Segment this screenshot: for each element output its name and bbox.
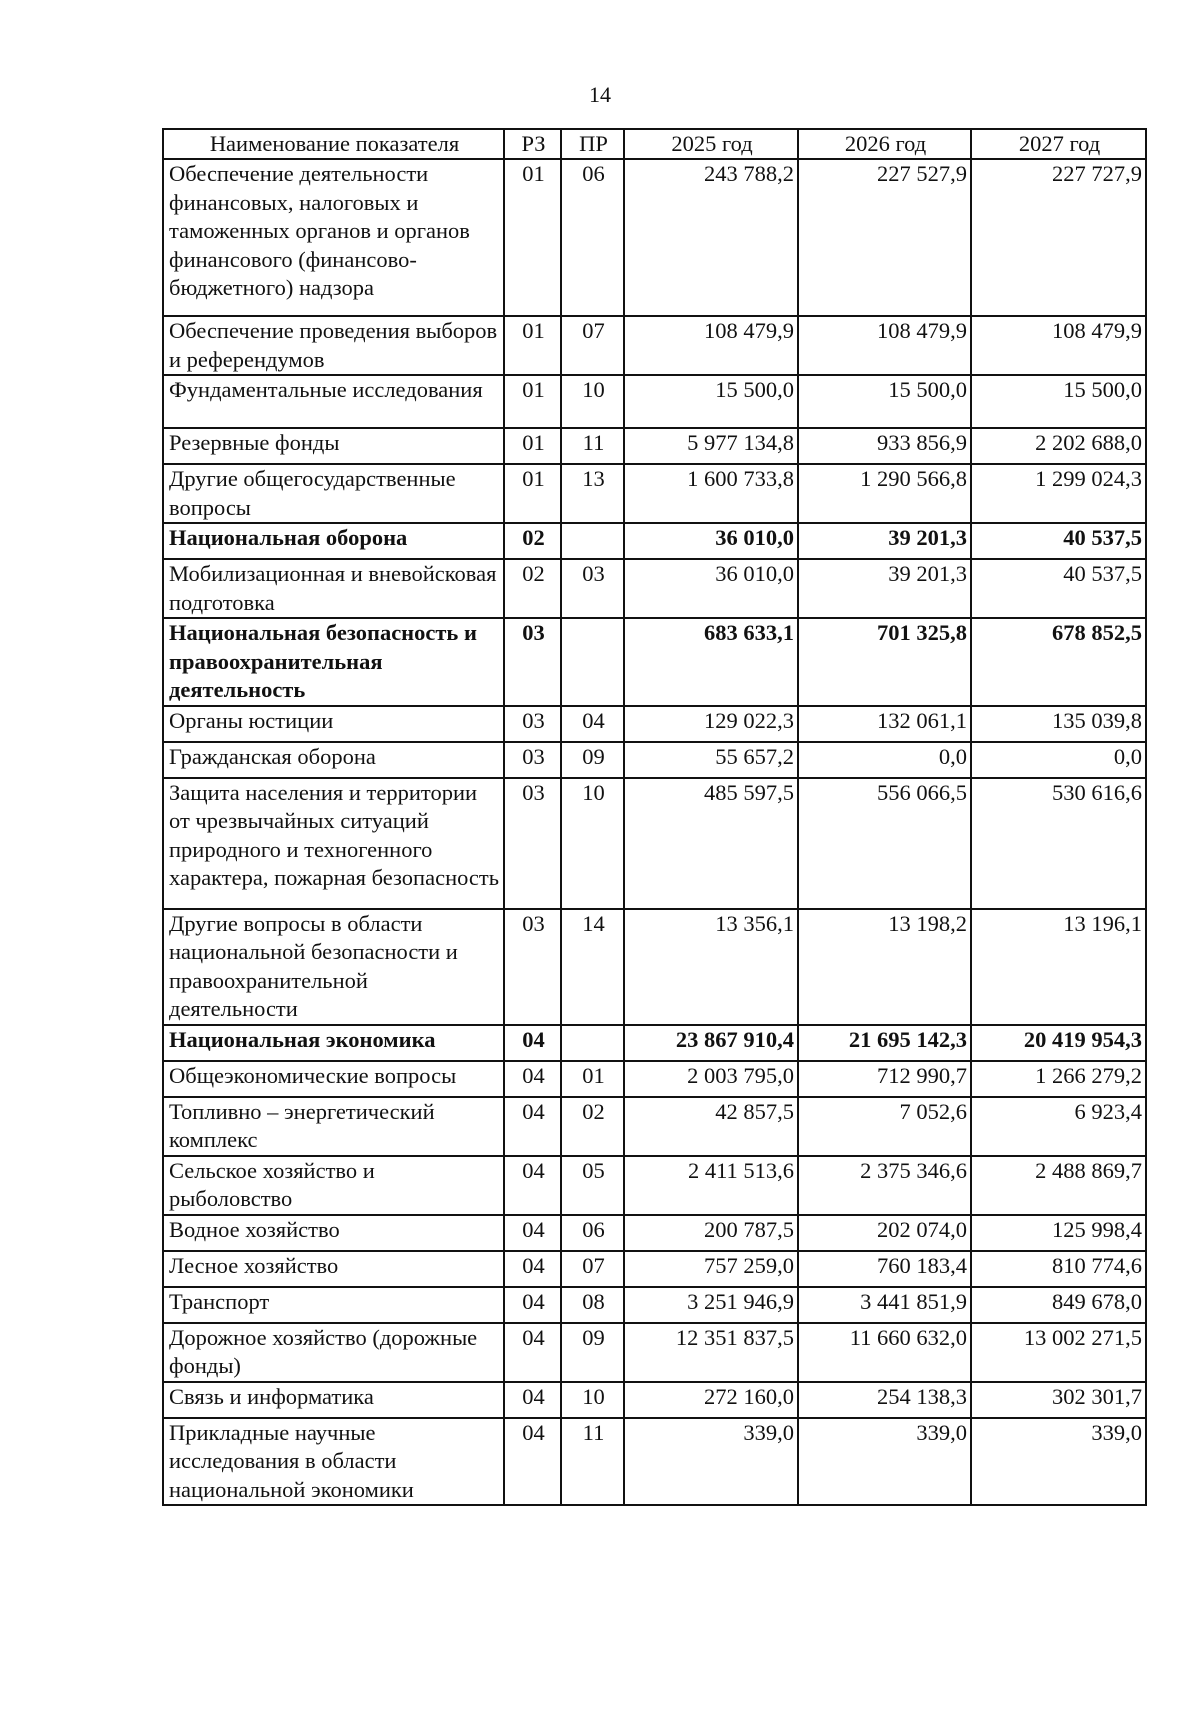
row-value-2026: 339,0 — [798, 1418, 971, 1506]
row-rz-code: 04 — [504, 1097, 561, 1156]
row-indicator-name: Обеспечение деятельности финансовых, налоговых и таможенных органов и органов финансового (финансово-бюджетного) надзора — [163, 159, 504, 316]
row-pr-code: 02 — [561, 1097, 624, 1156]
row-value-2025: 683 633,1 — [624, 618, 798, 706]
row-rz-code: 01 — [504, 428, 561, 464]
row-value-2026: 1 290 566,8 — [798, 464, 971, 523]
row-pr-code: 09 — [561, 742, 624, 778]
row-value-2025: 5 977 134,8 — [624, 428, 798, 464]
row-value-2025: 339,0 — [624, 1418, 798, 1506]
table-row — [163, 464, 1146, 523]
row-value-2026: 11 660 632,0 — [798, 1323, 971, 1382]
table-header-row — [163, 129, 1146, 159]
row-value-2027: 339,0 — [971, 1418, 1146, 1506]
row-rz-code: 03 — [504, 909, 561, 1025]
row-rz-code: 04 — [504, 1156, 561, 1215]
row-value-2025: 42 857,5 — [624, 1097, 798, 1156]
row-value-2026: 254 138,3 — [798, 1382, 971, 1418]
row-value-2027: 849 678,0 — [971, 1287, 1146, 1323]
row-value-2026: 2 375 346,6 — [798, 1156, 971, 1215]
row-indicator-name: Топливно – энергетический комплекс — [163, 1097, 504, 1156]
row-pr-code: 06 — [561, 159, 624, 316]
table-row — [163, 909, 1146, 1025]
row-pr-code: 05 — [561, 1156, 624, 1215]
row-pr-code: 10 — [561, 1382, 624, 1418]
row-value-2027: 13 196,1 — [971, 909, 1146, 1025]
row-value-2025: 272 160,0 — [624, 1382, 798, 1418]
table-row — [163, 1215, 1146, 1251]
row-value-2026: 202 074,0 — [798, 1215, 971, 1251]
table-row — [163, 1097, 1146, 1156]
table-row — [163, 316, 1146, 375]
row-pr-code — [561, 523, 624, 559]
header-2025: 2025 год — [624, 129, 798, 159]
table-row — [163, 428, 1146, 464]
row-indicator-name: Другие вопросы в области национальной безопасности и правоохранительной деятельности — [163, 909, 504, 1025]
row-indicator-name: Национальная оборона — [163, 523, 504, 559]
row-value-2026: 13 198,2 — [798, 909, 971, 1025]
row-value-2026: 39 201,3 — [798, 559, 971, 618]
row-value-2025: 2 411 513,6 — [624, 1156, 798, 1215]
page-number: 14 — [589, 82, 611, 107]
row-value-2025: 129 022,3 — [624, 706, 798, 742]
row-indicator-name: Резервные фонды — [163, 428, 504, 464]
row-value-2027: 810 774,6 — [971, 1251, 1146, 1287]
row-rz-code: 04 — [504, 1061, 561, 1097]
row-value-2025: 13 356,1 — [624, 909, 798, 1025]
row-value-2025: 36 010,0 — [624, 559, 798, 618]
row-rz-code: 03 — [504, 706, 561, 742]
row-pr-code: 03 — [561, 559, 624, 618]
section-row — [163, 1025, 1146, 1061]
row-value-2027: 20 419 954,3 — [971, 1025, 1146, 1061]
row-pr-code: 10 — [561, 778, 624, 909]
row-indicator-name: Гражданская оборона — [163, 742, 504, 778]
row-value-2025: 23 867 910,4 — [624, 1025, 798, 1061]
row-value-2026: 933 856,9 — [798, 428, 971, 464]
row-pr-code — [561, 618, 624, 706]
row-indicator-name: Другие общегосударственные вопросы — [163, 464, 504, 523]
row-indicator-name: Прикладные научные исследования в области национальной экономики — [163, 1418, 504, 1506]
row-rz-code: 04 — [504, 1287, 561, 1323]
table-row — [163, 375, 1146, 428]
table-row — [163, 1251, 1146, 1287]
row-pr-code: 07 — [561, 316, 624, 375]
row-rz-code: 04 — [504, 1382, 561, 1418]
header-2027: 2027 год — [971, 129, 1146, 159]
row-value-2027: 0,0 — [971, 742, 1146, 778]
table-row — [163, 1382, 1146, 1418]
row-value-2025: 36 010,0 — [624, 523, 798, 559]
header-rz: РЗ — [504, 129, 561, 159]
row-rz-code: 04 — [504, 1025, 561, 1061]
row-rz-code: 04 — [504, 1323, 561, 1382]
table-row — [163, 1061, 1146, 1097]
row-pr-code: 11 — [561, 1418, 624, 1506]
row-value-2025: 2 003 795,0 — [624, 1061, 798, 1097]
row-value-2027: 227 727,9 — [971, 159, 1146, 316]
row-value-2027: 125 998,4 — [971, 1215, 1146, 1251]
header-indicator-name: Наименование показателя — [163, 129, 504, 159]
row-value-2027: 530 616,6 — [971, 778, 1146, 909]
table-body — [163, 159, 1146, 1505]
row-pr-code: 08 — [561, 1287, 624, 1323]
row-indicator-name: Национальная безопасность и правоохранительная деятельность — [163, 618, 504, 706]
row-indicator-name: Защита населения и территории от чрезвычайных ситуаций природного и техногенного характера, пожарная безопасность — [163, 778, 504, 909]
row-pr-code: 06 — [561, 1215, 624, 1251]
row-value-2026: 108 479,9 — [798, 316, 971, 375]
row-pr-code: 14 — [561, 909, 624, 1025]
table-row — [163, 778, 1146, 909]
row-indicator-name: Мобилизационная и вневойсковая подготовка — [163, 559, 504, 618]
row-rz-code: 03 — [504, 778, 561, 909]
header-pr: ПР — [561, 129, 624, 159]
row-value-2026: 556 066,5 — [798, 778, 971, 909]
row-pr-code: 13 — [561, 464, 624, 523]
row-pr-code: 09 — [561, 1323, 624, 1382]
row-value-2026: 3 441 851,9 — [798, 1287, 971, 1323]
row-rz-code: 01 — [504, 375, 561, 428]
row-value-2027: 6 923,4 — [971, 1097, 1146, 1156]
row-rz-code: 03 — [504, 618, 561, 706]
row-pr-code — [561, 1025, 624, 1061]
row-value-2027: 2 488 869,7 — [971, 1156, 1146, 1215]
row-value-2027: 1 299 024,3 — [971, 464, 1146, 523]
row-value-2026: 132 061,1 — [798, 706, 971, 742]
row-rz-code: 03 — [504, 742, 561, 778]
row-value-2025: 3 251 946,9 — [624, 1287, 798, 1323]
row-value-2026: 701 325,8 — [798, 618, 971, 706]
table-row — [163, 1323, 1146, 1382]
table-row — [163, 1156, 1146, 1215]
row-value-2025: 12 351 837,5 — [624, 1323, 798, 1382]
row-indicator-name: Общеэкономические вопросы — [163, 1061, 504, 1097]
row-pr-code: 01 — [561, 1061, 624, 1097]
row-rz-code: 01 — [504, 316, 561, 375]
row-indicator-name: Связь и информатика — [163, 1382, 504, 1418]
row-value-2026: 227 527,9 — [798, 159, 971, 316]
table-row — [163, 559, 1146, 618]
row-value-2026: 760 183,4 — [798, 1251, 971, 1287]
row-value-2026: 15 500,0 — [798, 375, 971, 428]
row-indicator-name: Обеспечение проведения выборов и референдумов — [163, 316, 504, 375]
row-value-2026: 712 990,7 — [798, 1061, 971, 1097]
row-rz-code: 02 — [504, 523, 561, 559]
row-indicator-name: Органы юстиции — [163, 706, 504, 742]
row-value-2027: 1 266 279,2 — [971, 1061, 1146, 1097]
row-value-2026: 0,0 — [798, 742, 971, 778]
row-value-2025: 485 597,5 — [624, 778, 798, 909]
table-row — [163, 1418, 1146, 1506]
row-value-2027: 302 301,7 — [971, 1382, 1146, 1418]
row-value-2027: 2 202 688,0 — [971, 428, 1146, 464]
budget-table — [162, 128, 1147, 1506]
row-value-2027: 108 479,9 — [971, 316, 1146, 375]
row-value-2027: 15 500,0 — [971, 375, 1146, 428]
row-indicator-name: Фундаментальные исследования — [163, 375, 504, 428]
row-value-2026: 7 052,6 — [798, 1097, 971, 1156]
row-value-2025: 15 500,0 — [624, 375, 798, 428]
row-value-2027: 13 002 271,5 — [971, 1323, 1146, 1382]
row-value-2027: 40 537,5 — [971, 523, 1146, 559]
row-indicator-name: Национальная экономика — [163, 1025, 504, 1061]
row-value-2027: 678 852,5 — [971, 618, 1146, 706]
row-pr-code: 11 — [561, 428, 624, 464]
row-indicator-name: Транспорт — [163, 1287, 504, 1323]
row-value-2026: 39 201,3 — [798, 523, 971, 559]
row-value-2026: 21 695 142,3 — [798, 1025, 971, 1061]
row-rz-code: 04 — [504, 1215, 561, 1251]
row-pr-code: 10 — [561, 375, 624, 428]
row-rz-code: 04 — [504, 1251, 561, 1287]
row-value-2025: 1 600 733,8 — [624, 464, 798, 523]
row-indicator-name: Сельское хозяйство и рыболовство — [163, 1156, 504, 1215]
row-rz-code: 01 — [504, 464, 561, 523]
row-pr-code: 04 — [561, 706, 624, 742]
table-row — [163, 1287, 1146, 1323]
table-row — [163, 159, 1146, 316]
row-pr-code: 07 — [561, 1251, 624, 1287]
row-indicator-name: Водное хозяйство — [163, 1215, 504, 1251]
row-rz-code: 02 — [504, 559, 561, 618]
section-row — [163, 523, 1146, 559]
row-value-2025: 757 259,0 — [624, 1251, 798, 1287]
row-value-2025: 108 479,9 — [624, 316, 798, 375]
row-rz-code: 01 — [504, 159, 561, 316]
header-2026: 2026 год — [798, 129, 971, 159]
row-rz-code: 04 — [504, 1418, 561, 1506]
table-row — [163, 742, 1146, 778]
section-row — [163, 618, 1146, 706]
row-value-2025: 243 788,2 — [624, 159, 798, 316]
row-value-2027: 40 537,5 — [971, 559, 1146, 618]
row-indicator-name: Лесное хозяйство — [163, 1251, 504, 1287]
table-row — [163, 706, 1146, 742]
row-indicator-name: Дорожное хозяйство (дорожные фонды) — [163, 1323, 504, 1382]
row-value-2025: 200 787,5 — [624, 1215, 798, 1251]
row-value-2025: 55 657,2 — [624, 742, 798, 778]
row-value-2027: 135 039,8 — [971, 706, 1146, 742]
